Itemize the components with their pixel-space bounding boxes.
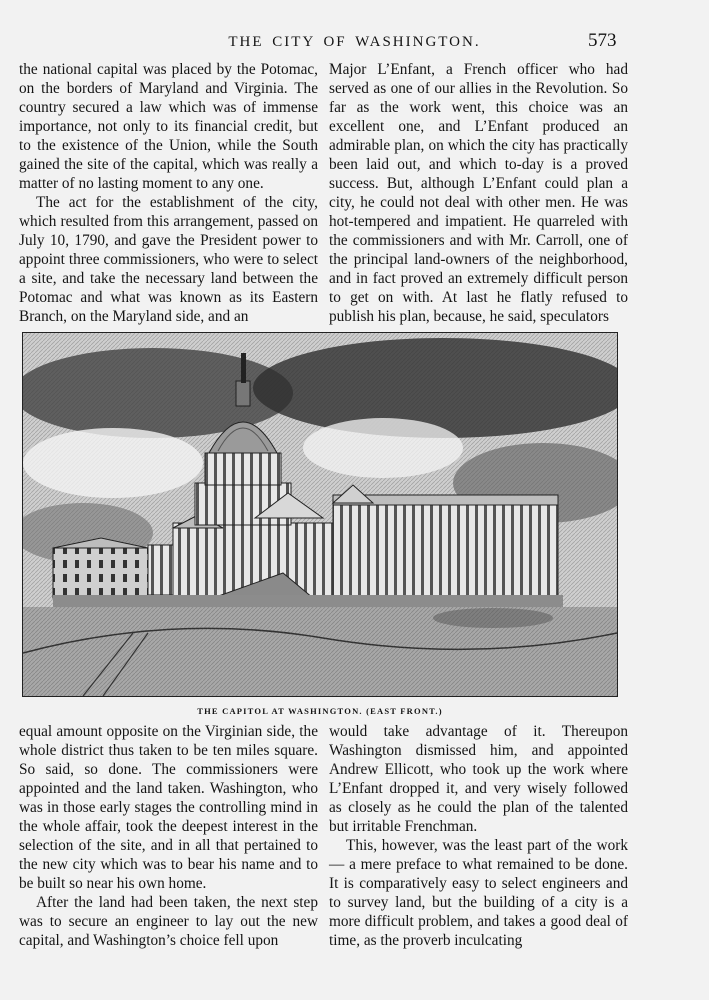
paragraph: would take advantage of it. Thereupon Washington dismissed him, and appointed Andrew Ellicott, who took up the work where L’Enfant dropped it, and very wisely followed as closely as he could the plan of the talented but irritable Frenchman. [329, 723, 628, 835]
paragraph: the national capital was placed by the Potomac, on the borders of Maryland and Virginia. The country secured a law which was of immense importance, not only to its financial credit, but to the existence of the Union, while the South gained the site of the capital, which was really a matter of no lasting moment to any one. [19, 61, 318, 192]
paragraph: After the land had been taken, the next step was to secure an engineer to lay out the new capital, and Washington’s choice fell upon [19, 894, 318, 949]
text-column-bottom-right [329, 722, 628, 950]
paragraph: The act for the establishment of the city, which resulted from this arrangement, passed on July 10, 1790, and gave the President power to appoint three commissioners, who were to select a site, and take the necessary land between the Potomac and what was known as its Eastern Branch, on the Maryland side, and an [19, 194, 318, 325]
paragraph: equal amount opposite on the Virginian side, the whole district thus taken to be ten miles square. So said, so done. The commissioners were appointed and the land taken. Washington, who was in those early stages the controlling mind in the whole affair, took the deepest interest in the selection of the site, and in all that pertained to the new city which was to bear his name and to be built so near his own home. [19, 723, 318, 892]
paragraph: This, however, was the least part of the work — a mere preface to what remained to be done. It is comparatively easy to select engineers and to survey land, but the building of a city is a more difficult problem, and takes a good deal of time, as the proverb inculcating [329, 837, 628, 949]
paragraph: Major L’Enfant, a French officer who had served as one of our allies in the Revolution. So far as the work went, this choice was an excellent one, and L’Enfant produced an admirable plan, on which the city has practically been laid out, and which to-day is a proved success. But, although L’Enfant could plan a city, he could not deal with other men. He was hot-tempered and impatient. He quarreled with the commissioners and with Mr. Carroll, one of the principal land-owners of the neighborhood, and in fact proved an extremely difficult person to get on with. At last he flatly refused to publish his plan, because, he said, speculators [329, 61, 628, 325]
figure-caption: THE CAPITOL AT WASHINGTON. (EAST FRONT.) [197, 706, 443, 716]
text-column-top-right [329, 60, 628, 326]
text-column-bottom-left [19, 722, 318, 950]
page-number: 573 [588, 30, 617, 51]
text-column-top-left [19, 60, 318, 326]
capitol-engraving [23, 333, 617, 696]
running-header-title: THE CITY OF WASHINGTON. [228, 34, 481, 50]
capitol-engraving-illustration [22, 332, 618, 697]
